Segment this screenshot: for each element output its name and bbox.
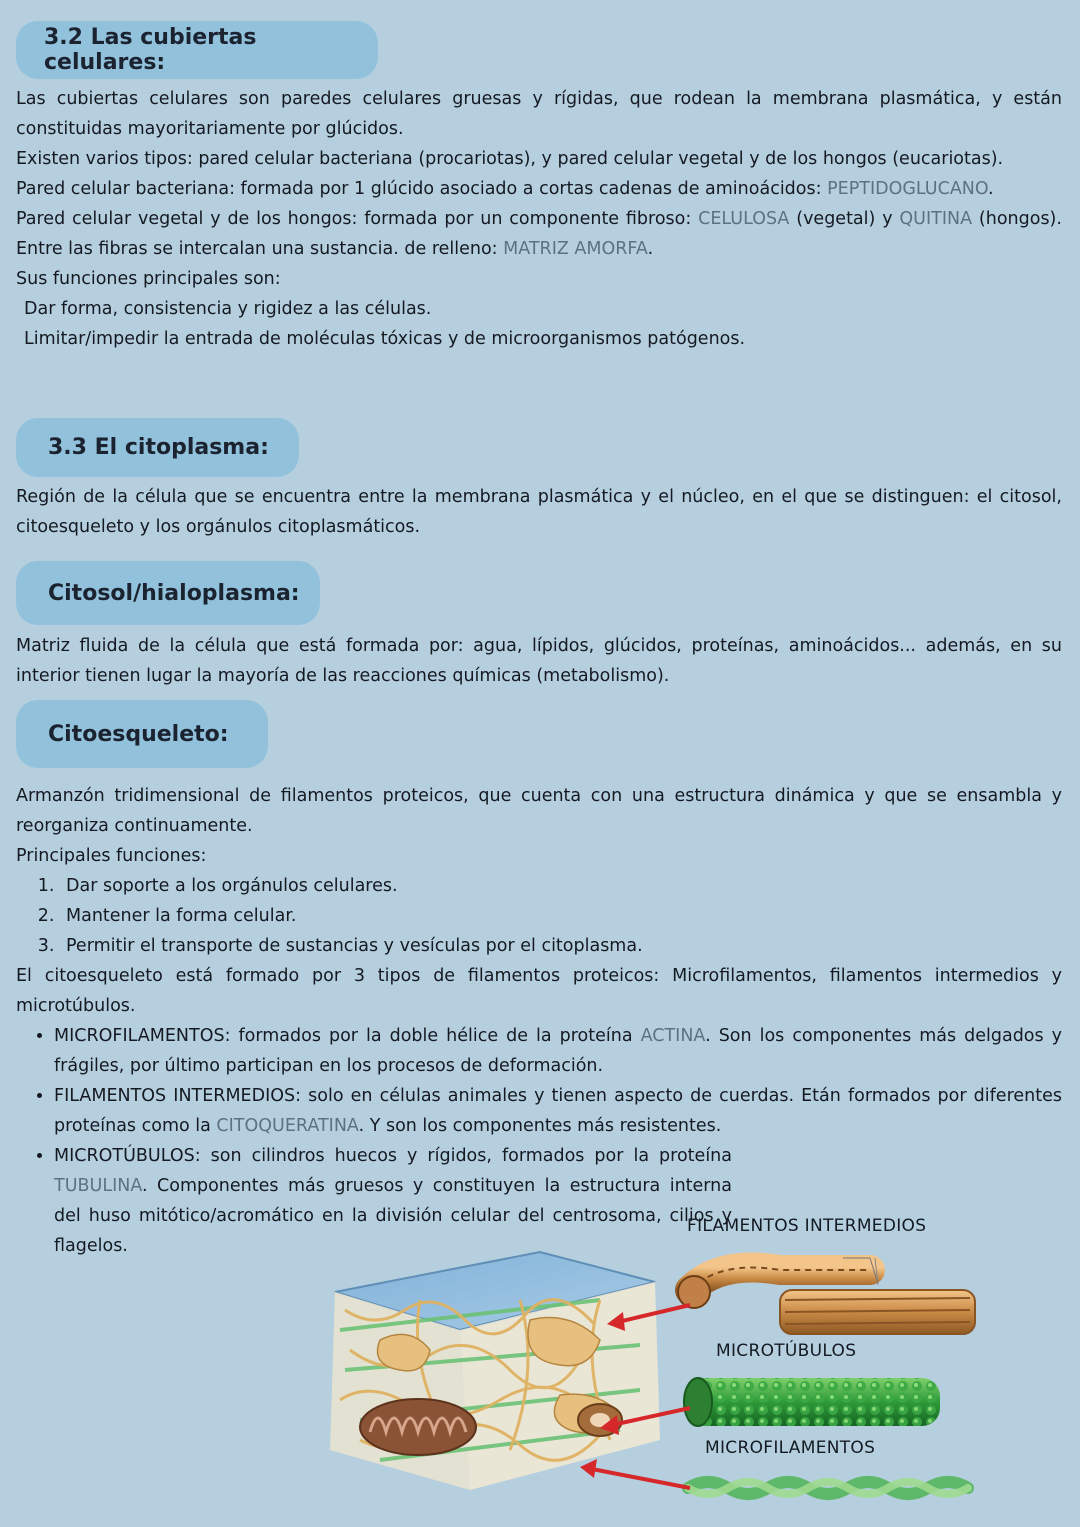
func-item: 1. Dar soporte a los orgánulos celulares. [60,871,1062,901]
citoesqueleto-p1: Armanzón tridimensional de filamentos proteicos, que cuenta con una estructura dinámica y que se ensambla y reorganiza continuamente. [16,786,1062,836]
citoplasma-body [16,482,1062,542]
microtubule-illustration [684,1378,940,1426]
cell-block [330,1252,660,1490]
heading-citoesqueleto [16,700,268,768]
label-microtubulos: MICROTÚBULOS [716,1341,857,1361]
peptidoglucano-term: PEPTIDOGLUCANO [827,179,988,199]
heading-citosol-text: Citosol/hialoplasma: [48,580,300,606]
arrows [580,1305,690,1488]
cubiertas-p3: Pared celular bacteriana: formada por 1 glúcido asociado a cortas cadenas de aminoácidos: PEPTIDOGLUCANO. [16,179,994,199]
celulosa-term: CELULOSA [698,209,790,229]
heading-cubiertas [16,21,378,79]
citoplasma-text: Región de la célula que se encuentra entre la membrana plasmática y el núcleo, en el que se distinguen: el citosol, citoesqueleto y los orgánulos citoplasmáticos. [16,487,1062,537]
citoesqueleto-p2: Principales funciones: [16,846,207,866]
tubulina-term: TUBULINA [54,1176,142,1196]
citoesqueleto-body [16,781,1062,1261]
cubiertas-p1: Las cubiertas celulares son paredes celulares gruesas y rígidas, que rodean la membrana plasmática, y están constituidas mayoritariamente por glúcidos. [16,89,1062,139]
citosol-body [16,631,1062,691]
intermediate-filament-illustration [678,1258,975,1334]
func-item: 3. Permitir el transporte de sustancias y vesículas por el citoplasma. [60,931,1062,961]
intermedios-item: • FILAMENTOS INTERMEDIOS: solo en células animales y tienen aspecto de cuerdas. Etán formados por diferentes proteínas como la CITOQUERATINA. Y son los componentes más resistentes. [54,1081,1062,1141]
cubiertas-func-2: Limitar/impedir la entrada de moléculas tóxicas y de microorganismos patógenos. [24,329,746,349]
cubiertas-p2: Existen varios tipos: pared celular bacteriana (procariotas), y pared celular vegetal y de los hongos (eucariotas). [16,149,1004,169]
heading-citoplasma [16,418,299,477]
citoqueratina-term: CITOQUERATINA [216,1116,359,1136]
quitina-term: QUITINA [899,209,973,229]
cubiertas-p5: Sus funciones principales son: [16,269,281,289]
label-filamentos-intermedios: FILAMENTOS INTERMEDIOS [687,1216,927,1236]
citoesqueleto-funcs [16,871,1062,961]
actina-term: ACTINA [640,1026,706,1046]
matriz-term: MATRIZ AMORFA [503,239,648,259]
microfilamentos-item: • MICROFILAMENTOS: formados por la doble hélice de la proteína ACTINA. Son los componentes más delgados y frágiles, por último participan en los procesos de deformación. [54,1021,1062,1081]
cubiertas-func-1: Dar forma, consistencia y rigidez a las células. [24,299,432,319]
microtubulos-item: • MICROTÚBULOS: son cilindros huecos y rígidos, formados por la proteína TUBULINA. Componentes más gruesos y constituyen la estructura interna del huso mitótico/acromático en la división celular del centrosoma, cilios y flagelos. [54,1141,1062,1261]
heading-citoplasma-text: 3.3 El citoplasma: [48,435,269,460]
func-item: 2. Mantener la forma celular. [60,901,1062,931]
citoesqueleto-p3: El citoesqueleto está formado por 3 tipos de filamentos proteicos: Microfilamentos, filamentos intermedios y microtúbulos. [16,966,1062,1016]
heading-cubiertas-text: 3.2 Las cubiertas celulares: [44,25,257,75]
cubiertas-p4: Pared celular vegetal y de los hongos: formada por un componente fibroso: CELULOSA (vegetal) y QUITINA (hongos). Entre las fibras se intercalan una sustancia. de relleno: MATRIZ AMORFA. [16,209,1062,259]
heading-citosol [16,561,320,625]
microfilament-illustration [688,1482,968,1494]
label-microfilamentos: MICROFILAMENTOS [705,1438,876,1458]
mitochondrion [360,1399,476,1455]
citosol-text: Matriz fluida de la célula que está formada por: agua, lípidos, glúcidos, proteínas, aminoácidos... además, en su interior tienen lugar la mayoría de las reacciones químicas (metabolismo). [16,636,1062,686]
heading-citoesqueleto-text: Citoesqueleto: [48,721,229,747]
cubiertas-body [16,84,1062,354]
